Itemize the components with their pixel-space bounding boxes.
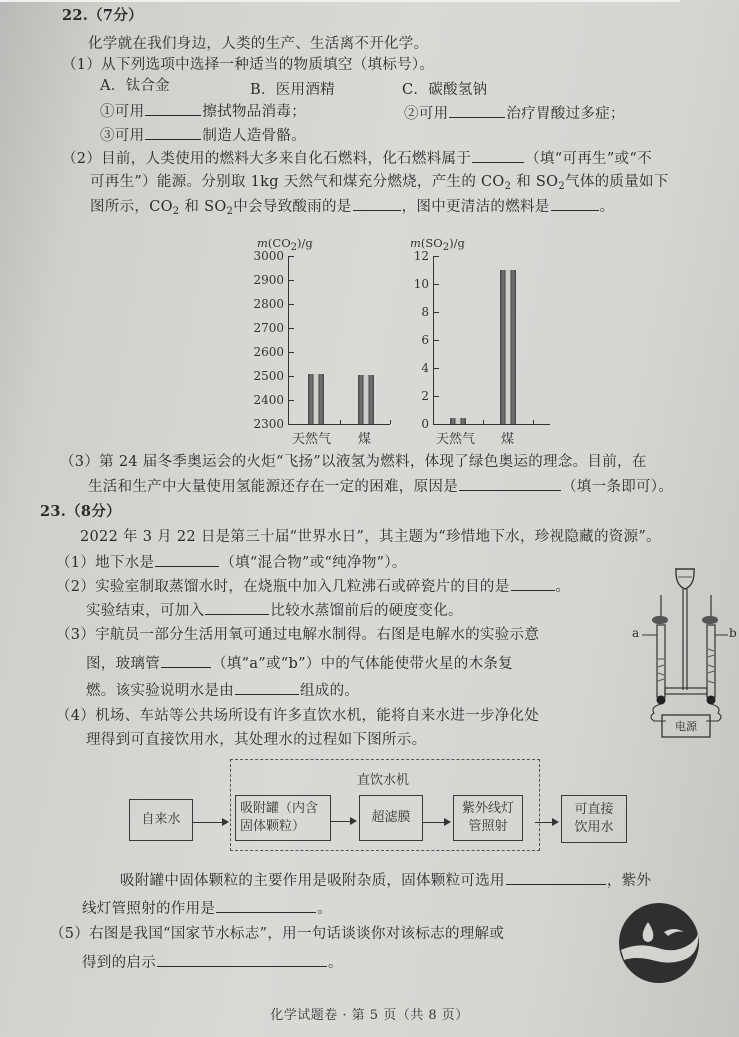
answer-blank-adsorbent[interactable] bbox=[506, 870, 606, 885]
flow-arrow bbox=[193, 822, 227, 823]
so2-bar-coal bbox=[500, 270, 516, 424]
part2-line3-e: 。 bbox=[599, 199, 615, 215]
q22-part1-item1 bbox=[100, 101, 306, 122]
tick-mark bbox=[289, 256, 294, 257]
q22-option-b: B．医用酒精 bbox=[250, 82, 335, 98]
part3-line2-hint: （填一条即可）。 bbox=[562, 479, 674, 495]
q22-part3-line1: （3）第 24 届冬季奥运会的火炬“飞扬”以液氢为燃料，体现了绿色奥运的理念。目前，在 bbox=[60, 454, 647, 470]
answer-blank-1[interactable] bbox=[145, 101, 201, 116]
water-purification-flowchart bbox=[125, 755, 655, 855]
q22-part1-stem: （1）从下列选项中选择一种适当的物质填空（填标号）。 bbox=[62, 57, 435, 73]
co2-bar-chart bbox=[240, 228, 390, 448]
q23-part3-line3-end: 组成的。 bbox=[300, 683, 360, 699]
tick-mark bbox=[434, 396, 439, 397]
q23-intro: 2022 年 3 月 22 日是第三十届“世界水日”，其主题为“珍惜地下水，珍视隐藏的资源”。 bbox=[80, 529, 661, 545]
so2-x-axis bbox=[433, 424, 550, 425]
x-tick-mark bbox=[340, 420, 341, 424]
part3-line2-text: 生活和生产中大量使用氢能源还存在一定的困难，原因是 bbox=[88, 479, 458, 495]
part2-line3-a: 图所示，CO bbox=[90, 199, 173, 215]
part2-line3-b: 和 SO bbox=[184, 199, 227, 215]
q23-part4-line1: （4）机场、车站等公共场所设有许多直饮水机，能将自来水进一步净化处 bbox=[56, 708, 540, 724]
q22-intro: 化学就在我们身边，人类的生产、生活离不开化学。 bbox=[88, 36, 429, 52]
q22-option-c: C．碳酸氢钠 bbox=[402, 82, 488, 98]
co2-tick: 2700 bbox=[253, 321, 284, 335]
flow-arrow bbox=[423, 822, 449, 823]
tick-mark bbox=[434, 368, 439, 369]
q23-part3-line2-text: 图，玻璃管 bbox=[86, 656, 160, 672]
flow-step-ultrafiltration: 超滤膜 bbox=[359, 795, 423, 841]
so2-tick: 10 bbox=[413, 277, 429, 291]
part2-line2-b: 和 SO bbox=[516, 174, 559, 190]
co2-y-axis-label bbox=[257, 236, 313, 253]
flow-step-tap-water: 自来水 bbox=[129, 799, 193, 841]
q22-part1-item3 bbox=[100, 125, 306, 146]
answer-blank-cleaner-fuel[interactable] bbox=[551, 196, 599, 211]
answer-blank-acid-rain[interactable] bbox=[353, 196, 401, 211]
co2-bar-coal bbox=[358, 375, 374, 424]
so2-tick: 12 bbox=[413, 249, 429, 263]
tick-mark bbox=[434, 312, 439, 313]
answer-blank-tube[interactable] bbox=[161, 653, 211, 668]
item3-prefix: ③可用 bbox=[100, 128, 145, 144]
tick-mark bbox=[434, 256, 439, 257]
mass-symbol: m bbox=[257, 236, 268, 250]
q22-part3-line2 bbox=[88, 476, 673, 497]
part2-line2-c: 气体的质量如下 bbox=[565, 174, 669, 190]
answer-blank-boiling-chips[interactable] bbox=[511, 576, 555, 591]
so2-tick: 8 bbox=[421, 305, 429, 319]
q22-part2-line3 bbox=[90, 196, 614, 217]
answer-blank-3[interactable] bbox=[145, 125, 201, 140]
subscript: 2 bbox=[442, 242, 450, 253]
part4-question-line2-end: 。 bbox=[317, 901, 333, 917]
q23-part2-line2-end: 比较水蒸馏前后的硬度变化。 bbox=[270, 603, 463, 619]
q23-part1 bbox=[56, 552, 407, 573]
x-tick-mark bbox=[533, 420, 534, 424]
subscript: 2 bbox=[558, 181, 566, 192]
q23-part2-end: 。 bbox=[555, 579, 571, 595]
part2-line1-text: （2）目前，人类使用的燃料大多来自化石燃料，化石燃料属于 bbox=[62, 151, 472, 167]
tube-label-b: b bbox=[729, 626, 737, 640]
answer-blank-hydrogen[interactable] bbox=[459, 476, 561, 491]
tick-mark bbox=[434, 284, 439, 285]
q23-part3-line2-hint: （填“a”或“b”）中的气体能使带火星的木条复 bbox=[212, 656, 513, 672]
tick-mark bbox=[289, 304, 294, 305]
co2-tick: 2600 bbox=[253, 345, 284, 359]
so2-label-unit: )/g bbox=[449, 236, 465, 250]
item3-suffix: 制造人造骨骼。 bbox=[202, 128, 307, 144]
tick-mark bbox=[289, 376, 294, 377]
electrolysis-apparatus-diagram bbox=[628, 555, 738, 750]
q23-part3-line1: （3）宇航员一部分生活用氧可通过电解水制得。右图是电解水的实验示意 bbox=[56, 627, 540, 643]
q23-part2-line2 bbox=[86, 600, 463, 621]
part2-line3-c: 中会导致酸雨的是 bbox=[233, 199, 352, 215]
q23-part3-line2 bbox=[86, 653, 513, 674]
q23-part1-hint: （填“混合物”或“纯净物”）。 bbox=[220, 555, 407, 571]
q23-part1-text: （1）地下水是 bbox=[56, 555, 155, 571]
so2-y-axis-label bbox=[410, 236, 465, 253]
item2-suffix: 治疗胃酸过多症； bbox=[506, 106, 625, 122]
x-tick-mark bbox=[483, 420, 484, 424]
subscript: 2 bbox=[504, 181, 512, 192]
item1-prefix: ①可用 bbox=[100, 104, 145, 120]
answer-blank-groundwater[interactable] bbox=[155, 552, 219, 567]
water-saving-logo-icon bbox=[618, 902, 700, 984]
flow-step-uv-lamp: 紫外线灯管照射 bbox=[453, 795, 523, 841]
so2-bar-chart bbox=[400, 228, 550, 448]
so2-tick: 4 bbox=[421, 361, 429, 375]
co2-tick: 2500 bbox=[253, 369, 284, 383]
part2-line1-hint: （填“可再生”或“不 bbox=[525, 151, 652, 167]
co2-label-text: (CO bbox=[267, 236, 291, 250]
answer-blank-hardness-reagent[interactable] bbox=[205, 600, 269, 615]
mass-symbol: m bbox=[410, 236, 421, 250]
co2-bar-natural-gas bbox=[308, 374, 324, 424]
part5-line2-text: 得到的启示 bbox=[82, 955, 156, 971]
so2-category-coal: 煤 bbox=[501, 432, 515, 447]
co2-tick: 2900 bbox=[253, 273, 284, 287]
q23-header: 23.（8分） bbox=[40, 503, 121, 520]
page-footer: 化学试题卷 · 第 5 页（共 8 页） bbox=[270, 1008, 469, 1023]
q23-part4-line2: 理得到可直接饮用水，其处理水的过程如下图所示。 bbox=[86, 732, 427, 748]
subscript: 2 bbox=[226, 206, 234, 217]
q23-part5-line1: （5）右图是我国“国家节水标志”，用一句话谈谈你对该标志的理解或 bbox=[50, 926, 505, 942]
co2-tick: 2400 bbox=[253, 393, 284, 407]
part2-line3-d: ，图中更清洁的燃料是 bbox=[401, 199, 550, 215]
q23-part2-line2-text: 实验结束，可加入 bbox=[86, 603, 205, 619]
so2-label-text: (SO bbox=[420, 236, 443, 250]
q22-part2-line1 bbox=[62, 148, 652, 169]
flow-step-drinkable-water: 可直接饮用水 bbox=[561, 795, 627, 843]
so2-category-natural-gas: 天然气 bbox=[436, 432, 476, 447]
flow-arrow bbox=[535, 822, 557, 823]
subscript: 2 bbox=[290, 242, 297, 253]
q23-part2-line1 bbox=[56, 576, 570, 597]
part2-line2-a: 可再生”）能源。分别取 1kg 天然气和煤充分燃烧，产生的 CO bbox=[90, 174, 505, 190]
co2-tick: 3000 bbox=[253, 249, 284, 263]
flow-machine-title: 直饮水机 bbox=[357, 773, 410, 788]
tube-label-a: a bbox=[632, 626, 640, 640]
page-top-edge bbox=[0, 0, 680, 2]
tick-mark bbox=[289, 352, 294, 353]
power-supply-label: 电源 bbox=[675, 720, 697, 733]
q23-part3-line3-text: 燃。该实验说明水是由 bbox=[86, 683, 234, 699]
co2-tick: 2300 bbox=[253, 417, 284, 431]
so2-tick: 0 bbox=[421, 417, 429, 431]
co2-category-coal: 煤 bbox=[358, 432, 372, 447]
co2-tick: 2800 bbox=[253, 297, 284, 311]
co2-x-axis bbox=[288, 424, 390, 425]
part5-line2-end: 。 bbox=[328, 955, 343, 971]
co2-category-natural-gas: 天然气 bbox=[292, 432, 332, 447]
q22-part1-item2 bbox=[404, 103, 625, 124]
part4-question-continue: ，紫外 bbox=[606, 873, 652, 889]
answer-blank-renewable[interactable] bbox=[472, 148, 524, 163]
item2-prefix: ②可用 bbox=[404, 106, 449, 122]
flow-arrow bbox=[331, 821, 355, 822]
q22-header: 22.（7分） bbox=[62, 7, 143, 24]
answer-blank-composition[interactable] bbox=[235, 680, 299, 695]
q22-option-a: A．钛合金 bbox=[100, 78, 170, 94]
answer-blank-uv-function[interactable] bbox=[216, 898, 316, 913]
part4-question-text: 吸附罐中固体颗粒的主要作用是吸附杂质，固体颗粒可选用 bbox=[120, 873, 505, 889]
q22-part2-line2 bbox=[90, 172, 669, 192]
subscript: 2 bbox=[172, 206, 180, 217]
tick-mark bbox=[289, 328, 294, 329]
q23-part2-text: （2）实验室制取蒸馏水时，在烧瓶中加入几粒沸石或碎瓷片的目的是 bbox=[56, 579, 510, 595]
q23-part4-question-line2 bbox=[82, 898, 332, 919]
flow-step-adsorption-tank: 吸附罐（内含固体颗粒） bbox=[235, 795, 331, 841]
tick-mark bbox=[289, 400, 294, 401]
answer-blank-water-saving[interactable] bbox=[157, 952, 327, 967]
q23-part5-line2 bbox=[82, 952, 343, 973]
answer-blank-2[interactable] bbox=[449, 103, 505, 118]
q23-part4-question-line1 bbox=[120, 870, 651, 891]
part4-question-line2-text: 线灯管照射的作用是 bbox=[82, 901, 216, 917]
q23-part3-line3 bbox=[86, 680, 359, 701]
so2-tick: 2 bbox=[421, 389, 429, 403]
so2-tick: 6 bbox=[421, 333, 429, 347]
co2-y-axis bbox=[288, 256, 289, 424]
tick-mark bbox=[289, 280, 294, 281]
so2-bar-natural-gas bbox=[450, 418, 466, 424]
item1-suffix: 擦拭物品消毒； bbox=[202, 104, 307, 120]
tick-mark bbox=[434, 340, 439, 341]
co2-label-unit: )/g bbox=[297, 236, 313, 250]
